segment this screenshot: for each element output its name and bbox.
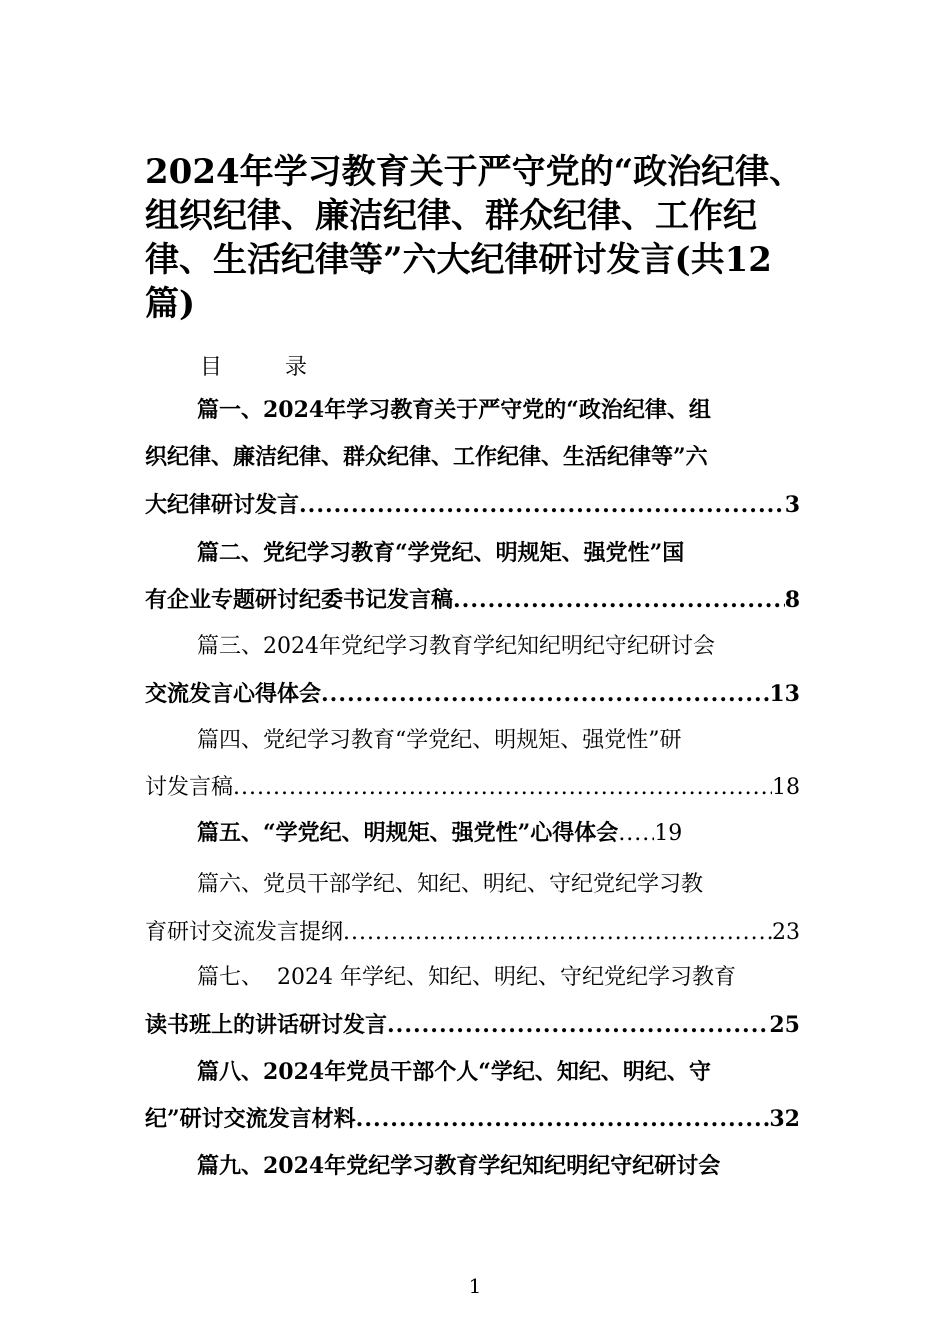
toc-page-number: 25 — [769, 1012, 800, 1038]
toc-entry-text: 篇九、2024年党纪学习教育学纪知纪明纪守纪研讨会 — [197, 1153, 721, 1179]
toc-page-number: 19 — [654, 821, 683, 846]
toc-leader-dots — [453, 585, 785, 615]
toc-leader-dots — [356, 1104, 770, 1134]
toc-entry-text: 篇六、党员干部学纪、知纪、明纪、守纪党纪学习教 — [197, 872, 704, 897]
toc-entry-last-line — [145, 918, 800, 948]
toc-entry-text: 纪”研讨交流发言材料 — [145, 1106, 356, 1132]
document-title: 2024年学习教育关于严守党的“政治纪律、组织纪律、廉洁纪律、群众纪律、工作纪律、生活纪律等”六大纪律研讨发言(共12篇) — [145, 152, 804, 324]
toc-entry-text: 篇七、 2024 年学纪、知纪、明纪、守纪党纪学习教育 — [197, 965, 736, 990]
toc-leader-dots — [321, 679, 769, 709]
toc-entry-last-line — [145, 773, 800, 803]
toc-entry-last-line — [197, 818, 800, 848]
toc-entry-text: 育研讨交流发言提纲 — [145, 920, 344, 945]
toc-entry-last-line — [145, 490, 800, 520]
toc-entry-text: 篇三、2024年党纪学习教育学纪知纪明纪守纪研讨会 — [197, 634, 715, 659]
toc-entry-last-line — [145, 585, 800, 615]
page-number: 1 — [468, 1274, 482, 1298]
toc-entry-text: 篇四、党纪学习教育“学党纪、明规矩、强党性”研 — [197, 728, 682, 753]
toc-entry-text: 讨发言稿 — [145, 775, 234, 800]
toc-entry-text: 篇五、“学党纪、明规矩、强党性”心得体会 — [197, 820, 619, 846]
toc-entry-last-line — [145, 1010, 800, 1040]
toc-leader-dots — [299, 490, 785, 520]
toc-entry-text: 有企业专题研讨纪委书记发言稿 — [145, 587, 454, 613]
toc-entry-last-line — [145, 1104, 800, 1134]
toc-page-number: 23 — [772, 920, 800, 945]
toc-heading: 目 录 — [200, 355, 335, 380]
toc-page-number: 18 — [772, 775, 800, 800]
toc-page-number: 32 — [769, 1106, 800, 1132]
toc-leader-dots — [387, 1010, 769, 1040]
toc-leader-dots — [233, 773, 772, 803]
toc-entry-text: 读书班上的讲话研讨发言 — [145, 1012, 388, 1038]
toc-entry-text: 织纪律、廉洁纪律、群众纪律、工作纪律、生活纪律等”六 — [145, 444, 708, 470]
toc-page-number: 13 — [769, 681, 800, 707]
toc-leader-dots — [343, 918, 772, 948]
toc-entry-text: 篇八、2024年党员干部个人“学纪、知纪、明纪、守 — [197, 1059, 711, 1085]
toc-entry-text: 交流发言心得体会 — [145, 681, 322, 707]
toc-entry-text: 篇二、党纪学习教育“学党纪、明规矩、强党性”国 — [197, 540, 685, 566]
toc-entry-text: 篇一、2024年学习教育关于严守党的“政治纪律、组 — [197, 397, 711, 423]
toc-leader-dots — [618, 819, 654, 848]
toc-page-number: 8 — [784, 587, 800, 613]
toc-entry-last-line — [145, 679, 800, 709]
toc-page-number: 3 — [784, 492, 800, 518]
toc-entry-text: 大纪律研讨发言 — [145, 492, 300, 518]
